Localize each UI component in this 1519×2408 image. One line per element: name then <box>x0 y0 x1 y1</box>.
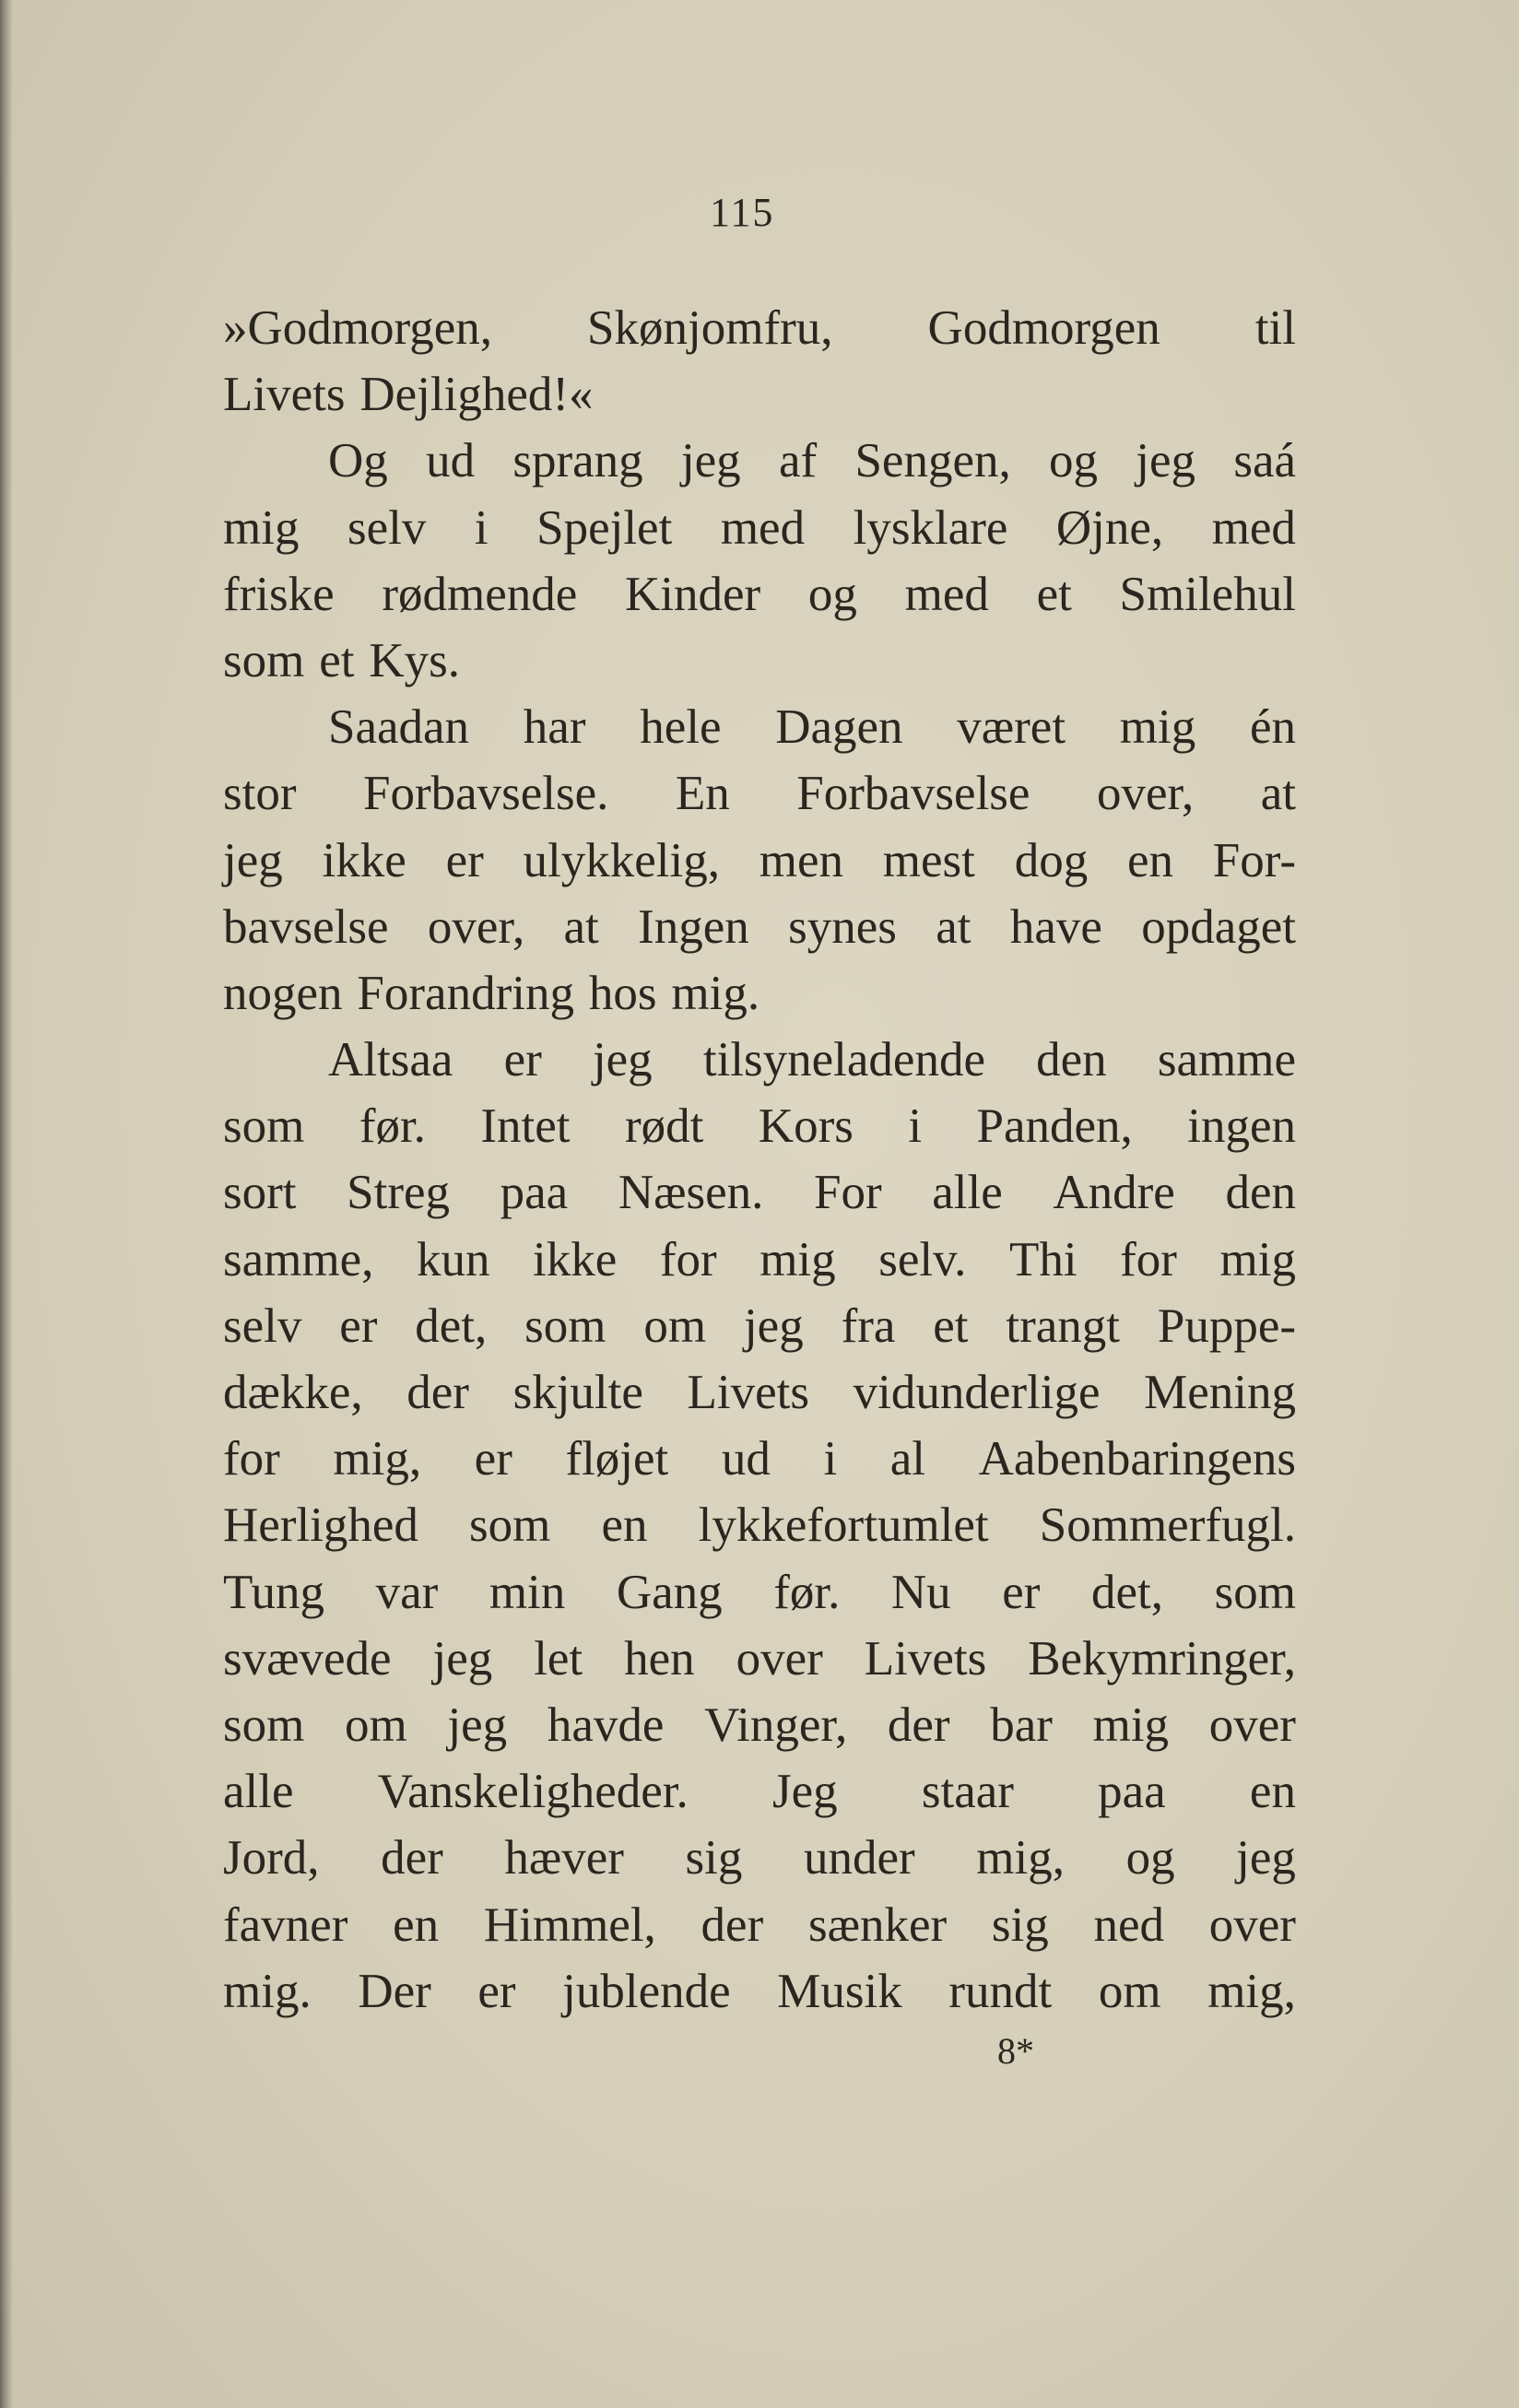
page-number: 115 <box>710 190 775 235</box>
text-line: jeg ikke er ulykkelig, men mest dog en For- <box>223 833 1296 887</box>
text-line: stor Forbavselse. En Forbavselse over, at <box>223 767 1296 821</box>
text-line: bavselse over, at Ingen synes at have opdaget <box>223 899 1296 954</box>
text-line: alle Vanskeligheder. Jeg staar paa en <box>223 1765 1296 1819</box>
text-line: Saadan har hele Dagen været mig én <box>328 700 1296 755</box>
body-text <box>223 295 1296 2025</box>
text-line: som om jeg havde Vinger, der bar mig over <box>223 1697 1296 1752</box>
text-line: samme, kun ikke for mig selv. Thi for mig <box>223 1232 1296 1286</box>
text-line: Altsaa er jeg tilsyneladende den samme <box>328 1033 1296 1087</box>
text-line: favner en Himmel, der sænker sig ned over <box>223 1897 1296 1952</box>
text-line: »Godmorgen, Skønjomfru, Godmorgen til <box>223 301 1296 355</box>
page-binding-edge <box>0 0 13 2408</box>
signature-mark: 8* <box>997 2030 1034 2072</box>
text-line: nogen Forandring hos mig. <box>223 966 760 1020</box>
text-line: Jord, der hæver sig under mig, og jeg <box>223 1831 1296 1885</box>
text-line: mig selv i Spejlet med lysklare Øjne, med <box>223 500 1296 555</box>
text-line: friske rødmende Kinder og med et Smilehul <box>223 567 1296 621</box>
text-line: som før. Intet rødt Kors i Panden, ingen <box>223 1099 1296 1154</box>
text-line: sort Streg paa Næsen. For alle Andre den <box>223 1166 1296 1220</box>
text-line: svævede jeg let hen over Livets Bekymringer, <box>223 1631 1296 1686</box>
text-line: for mig, er fløjet ud i al Aabenbaringens <box>223 1432 1296 1486</box>
text-line: selv er det, som om jeg fra et trangt Puppe- <box>223 1298 1296 1353</box>
text-line: Livets Dejlighed!« <box>223 368 594 422</box>
text-line: Og ud sprang jeg af Sengen, og jeg saá <box>328 434 1296 488</box>
text-line: Herlighed som en lykkefortumlet Sommerfugl. <box>223 1498 1296 1553</box>
text-line: dække, der skjulte Livets vidunderlige Mening <box>223 1366 1296 1419</box>
text-line: Tung var min Gang før. Nu er det, som <box>223 1565 1296 1619</box>
text-line: som et Kys. <box>223 633 461 687</box>
text-line: mig. Der er jublende Musik rundt om mig, <box>223 1964 1296 2018</box>
